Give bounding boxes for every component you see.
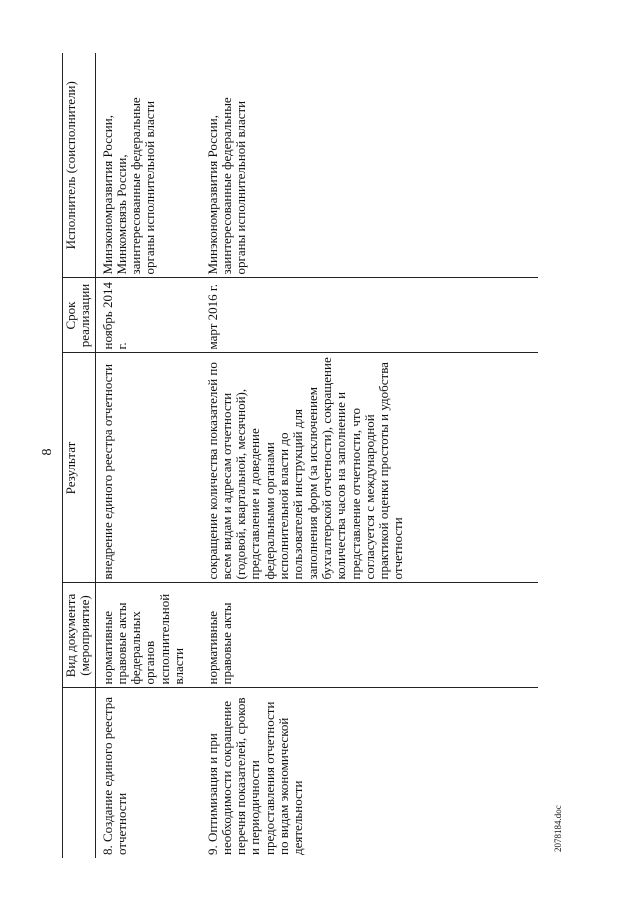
table-row bbox=[201, 53, 538, 858]
cell-deadline: март 2016 г. bbox=[201, 278, 538, 353]
cell-executor: Минэкономразвития России, заинтересованные федеральные органы исполнительной власти bbox=[201, 53, 538, 278]
footer-filename: 2078184.doc bbox=[553, 805, 563, 852]
cell-result: сокращение количества показателей по всем видам и адресам отчетности (годовой, квартальной, месячной), представление и доведение федеральными органами исполнительной власти до пользователей инструкций для заполнения форм (за исключением бухгалтерской отчетности), сокращение количества часов на заполнение и представление отчетности, что согласуется с международной практикой оценки простоты и удобства отчетности bbox=[201, 353, 538, 583]
header-deadline: Срок реализации bbox=[63, 278, 96, 353]
table-row bbox=[95, 53, 201, 858]
table-header-row bbox=[63, 53, 96, 858]
page-number: 8 bbox=[40, 448, 55, 456]
cell-doc-type: нормативные правовые акты федеральных органов исполнительной власти bbox=[95, 583, 201, 688]
cell-doc-type: нормативные правовые акты bbox=[201, 583, 538, 688]
header-event bbox=[63, 688, 96, 858]
measures-table-container bbox=[62, 53, 637, 858]
cell-deadline: ноябрь 2014 г. bbox=[95, 278, 201, 353]
cell-event: 9. Оптимизация и при необходимости сокращение перечня показателей, сроков и периодичности предоставления отчетности по видам экономической деятельности bbox=[204, 697, 306, 855]
cell-result: внедрение единого реестра отчетности bbox=[95, 353, 201, 583]
header-doc-type: Вид документа (мероприятие) bbox=[63, 583, 96, 688]
measures-table bbox=[62, 53, 538, 858]
header-executor: Исполнитель (соисполнители) bbox=[63, 53, 96, 278]
header-result: Результат bbox=[63, 353, 96, 583]
cell-executor: Минэкономразвития России, Минкомсвязь России, заинтересованные федеральные органы исполнительной власти bbox=[95, 53, 201, 278]
cell-event: 8. Создание единого реестра отчетности bbox=[99, 696, 129, 855]
